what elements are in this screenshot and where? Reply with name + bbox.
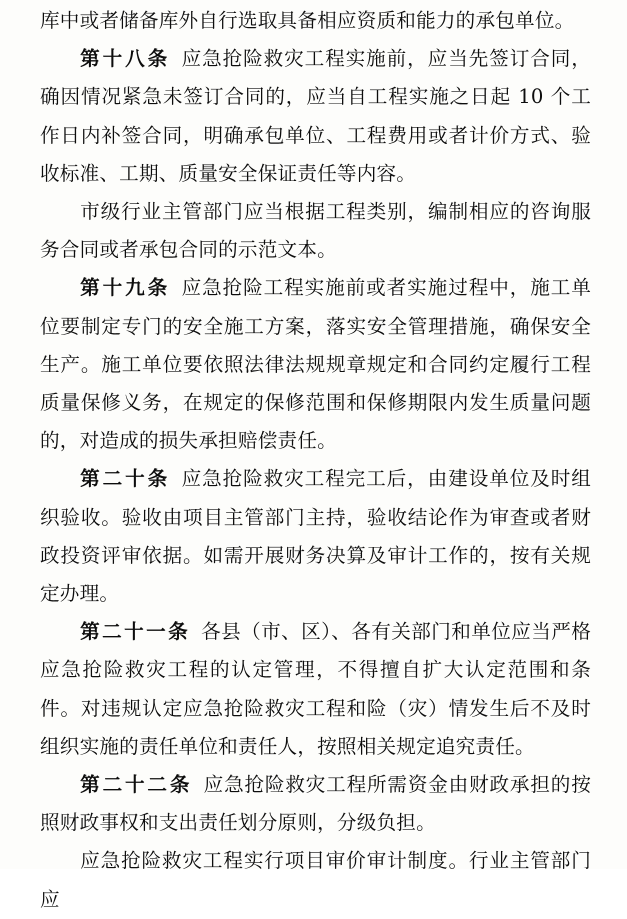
- paragraph-article-22: [40, 766, 591, 842]
- article-label: 第十八条: [80, 47, 171, 71]
- paragraph-article-20: [40, 460, 591, 613]
- paragraph-text: 应急抢险救灾工程实施前，应当先签订合同，确因情况紧急未签订合同的，应当自工程实施之日起 10 个工作日内补签合同，明确承包单位、工程费用或者计价方式、验收标准、工期、质量安全保证责任等内容。: [40, 47, 591, 185]
- paragraph-text: 市级行业主管部门应当根据工程类别，编制相应的咨询服务合同或者承包合同的示范文本。: [40, 200, 591, 262]
- article-label: 第二十一条: [80, 620, 191, 644]
- article-label: 第十九条: [80, 276, 171, 300]
- paragraph-article-18: [40, 40, 591, 193]
- paragraph-article-21: [40, 613, 591, 766]
- article-label: 第二十条: [80, 467, 171, 491]
- paragraph-text: 应急抢险救灾工程实行项目审价审计制度。行业主管部门应: [40, 849, 591, 911]
- paragraph-article-19: [40, 269, 591, 460]
- paragraph-text: 库中或者储备库外自行选取具备相应资质和能力的承包单位。: [40, 9, 575, 32]
- paragraph-article-22-note: [40, 842, 591, 918]
- paragraph-text: 应急抢险救灾工程所需资金由财政承担的按照财政事权和支出责任划分原则，分级负担。: [40, 773, 591, 835]
- paragraph-text: 应急抢险工程实施前或者实施过程中，施工单位要制定专门的安全施工方案，落实安全管理措施，确保安全生产。施工单位要依照法律法规规章规定和合同约定履行工程质量保修义务，在规定的保修范围和保修期限内发生质量问题的，对造成的损失承担赔偿责任。: [40, 276, 591, 453]
- paragraph-article-18-note: [40, 193, 591, 269]
- document-body: [40, 0, 591, 919]
- article-label: 第二十二条: [80, 773, 193, 797]
- paragraph-text: 应急抢险救灾工程完工后，由建设单位及时组织验收。验收由项目主管部门主持，验收结论作为审查或者财政投资评审依据。如需开展财务决算及审计工作的，按有关规定办理。: [40, 467, 591, 606]
- paragraph-continuation-top: [40, 2, 591, 40]
- paragraph-text: 各县（市、区）、各有关部门和单位应当严格应急抢险救灾工程的认定管理，不得擅自扩大认定范围和条件。对违规认定应急抢险救灾工程和险（灾）情发生后不及时组织实施的责任单位和责任人，按照相关规定追究责任。: [40, 620, 592, 758]
